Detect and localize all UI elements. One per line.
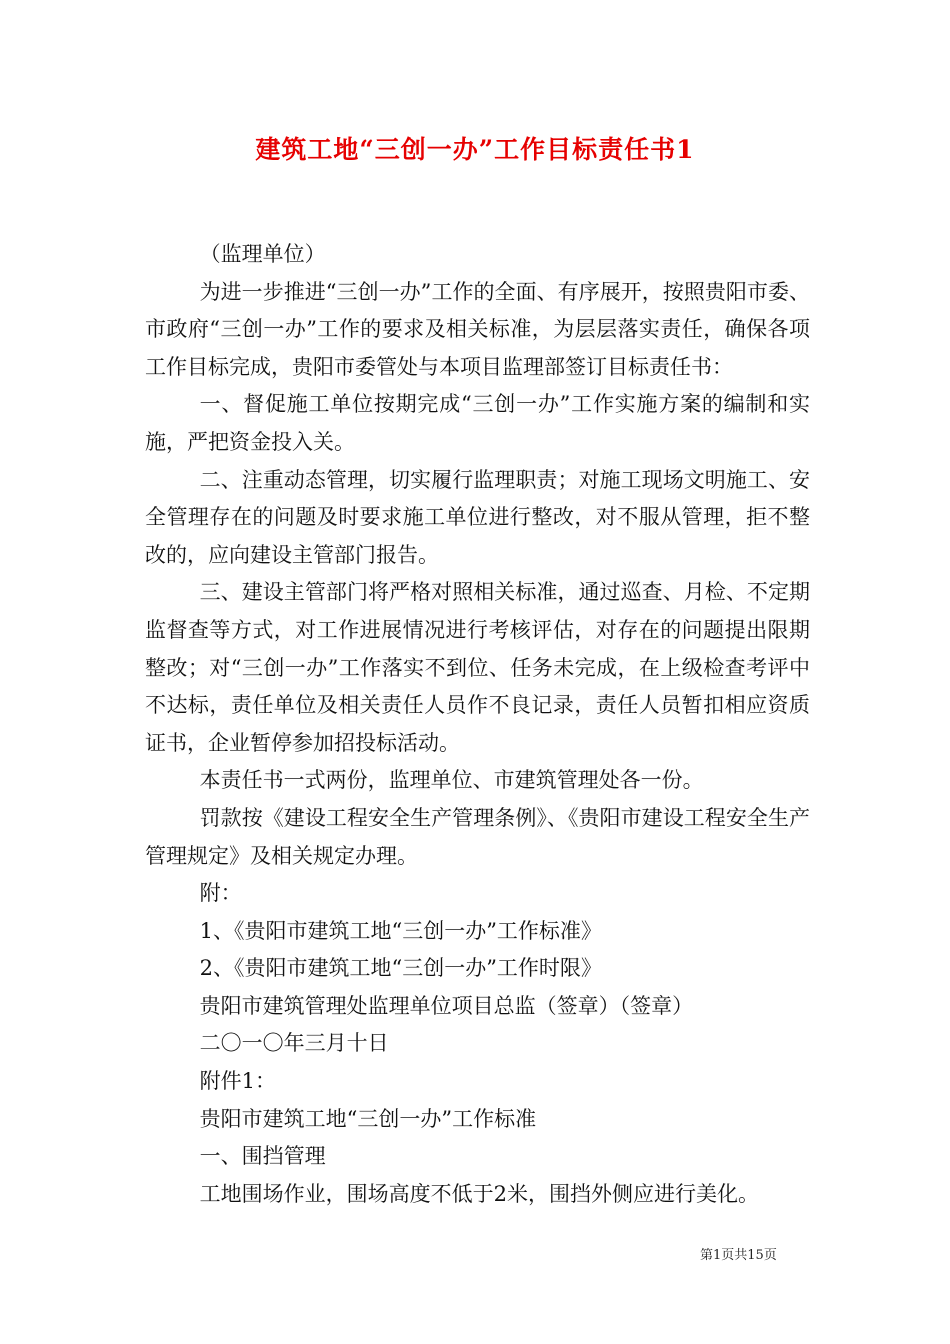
paragraph-annex-title: 贵阳市建筑工地“三创一办”工作标准 <box>199 1106 537 1131</box>
document-title: 建筑工地“三创一办”工作目标责任书1 <box>255 135 695 164</box>
paragraph-attachment-2: 2、《贵阳市建筑工地“三创一办”工作时限》 <box>199 956 602 981</box>
paragraph-signature: 贵阳市建筑管理处监理单位项目总监（签章）（签章） <box>199 993 694 1018</box>
paragraph-attachment-label: 附： <box>199 881 242 906</box>
paragraph-item-3: 三、建设主管部门将严格对照相关标准，通过巡查、月检、不定期监督查等方式，对工作进展情况进行考核评估，对存在的问题提出限期整改；对“三创一办”工作落实不到位、任务未完成，在上级检查考评中不达标，责任单位及相关责任人员作不良记录，责任人员暂扣相应资质证书，企业暂停参加招投标活动。 <box>145 580 810 755</box>
paragraph-item-1: 一、督促施工单位按期完成“三创一办”工作实施方案的编制和实施，严把资金投入关。 <box>145 392 810 454</box>
paragraph-intro: 为进一步推进“三创一办”工作的全面、有序展开，按照贵阳市委、市政府“三创一办”工作的要求及相关标准，为层层落实责任，确保各项工作目标完成，贵阳市委管处与本项目监理部签订目标责任书： <box>145 279 810 379</box>
paragraph-penalty: 罚款按《建设工程安全生产管理条例》、《贵阳市建设工程安全生产管理规定》及相关规定办理。 <box>145 805 810 868</box>
paragraph-item-2: 二、注重动态管理，切实履行监理职责；对施工现场文明施工、安全管理存在的问题及时要求施工单位进行整改，对不服从管理，拒不整改的，应向建设主管部门报告。 <box>145 467 810 567</box>
paragraph-attachment-1: 1、《贵阳市建筑工地“三创一办”工作标准》 <box>199 918 602 943</box>
paragraph-section-heading: 一、围挡管理 <box>199 1144 326 1169</box>
paragraph-annex-label: 附件1： <box>199 1069 276 1094</box>
paragraph-date: 二〇一〇年三月十日 <box>199 1031 389 1056</box>
paragraph-section-text: 工地围场作业，围场高度不低于2米，围挡外侧应进行美化。 <box>199 1181 759 1206</box>
page-number-footer: 第1页共15页 <box>700 1248 777 1263</box>
document-body <box>145 236 810 1213</box>
paragraph-copies: 本责任书一式两份，监理单位、市建筑管理处各一份。 <box>199 768 704 793</box>
paragraph-supervisor-unit: （监理单位） <box>199 242 326 266</box>
